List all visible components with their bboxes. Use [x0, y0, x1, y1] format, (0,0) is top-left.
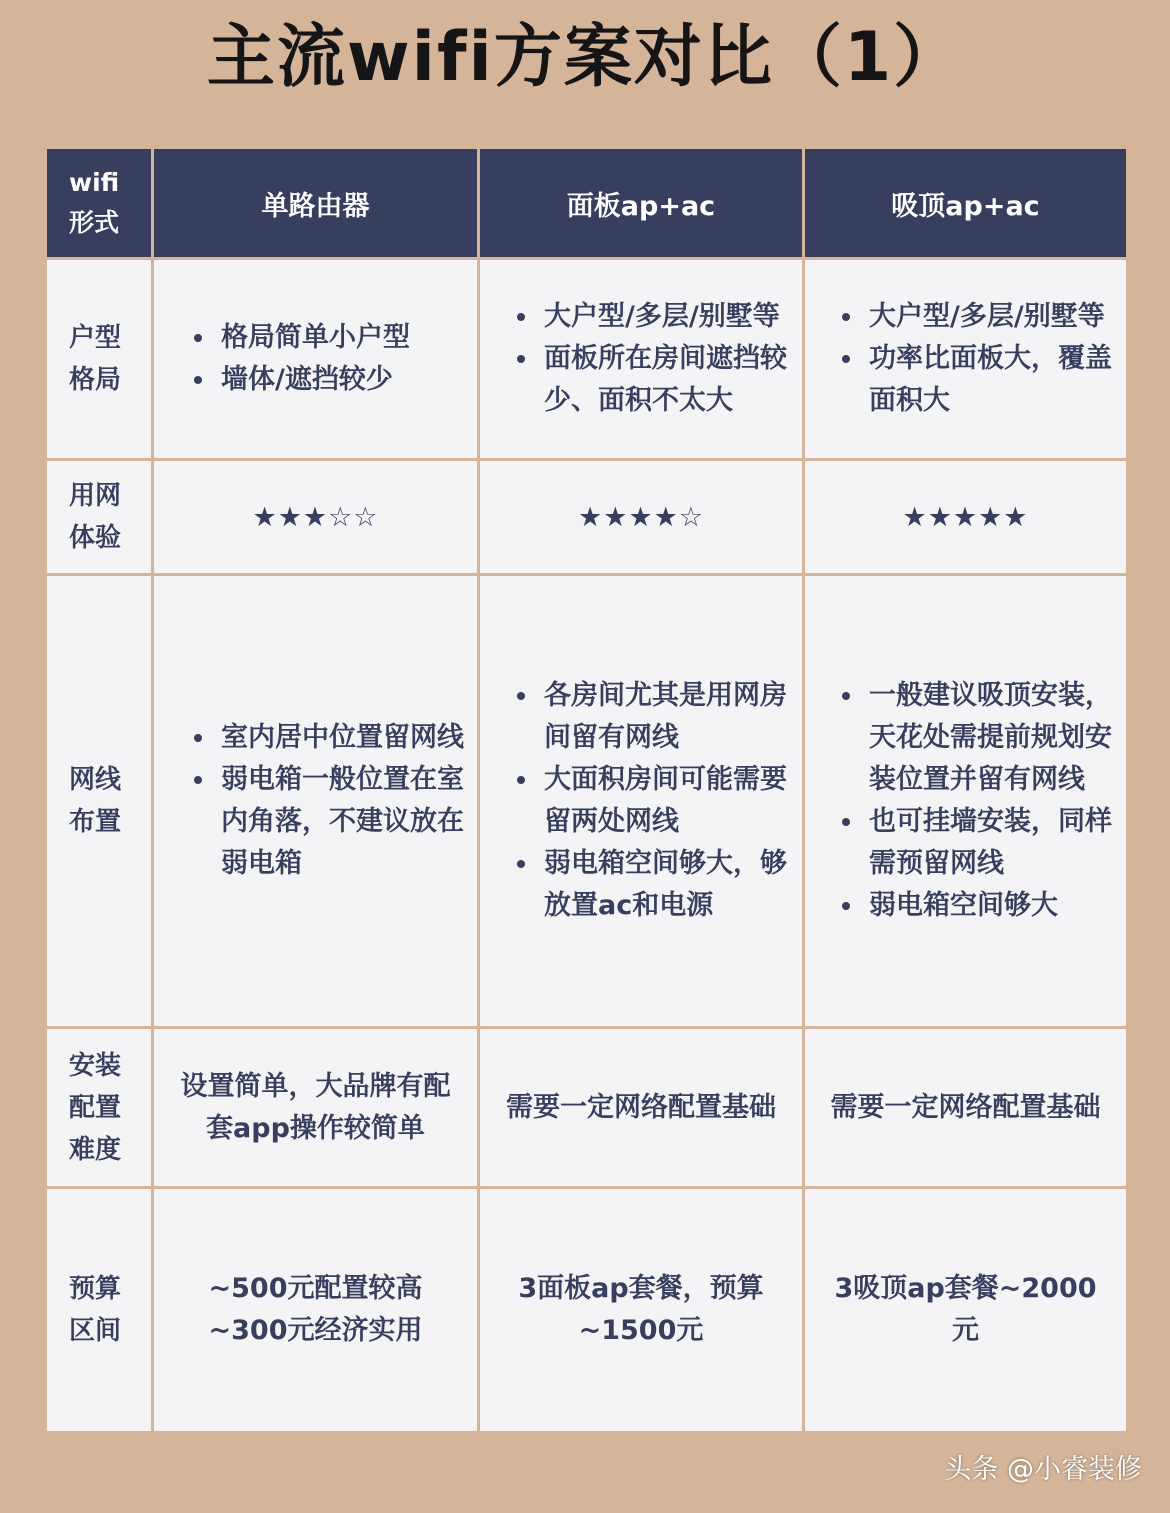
list-item: 墙体/遮挡较少 — [191, 359, 467, 401]
header-corner-cell — [46, 148, 153, 259]
table-row-difficulty — [46, 1028, 1128, 1188]
row-label-line: 体验 — [69, 523, 122, 553]
cell-difficulty-single-router: 设置简单，大品牌有配套app操作较简单 — [153, 1028, 479, 1188]
header-ceiling-ap-ac: 吸顶ap+ac — [804, 148, 1128, 259]
row-label-line: 户型 — [69, 323, 122, 353]
cell-difficulty-panel-ap: 需要一定网络配置基础 — [479, 1028, 804, 1188]
cell-layout-panel-ap — [479, 259, 804, 460]
row-label-line: 预算 — [69, 1274, 122, 1304]
row-label-line: 网线 — [69, 765, 122, 795]
row-label-line: 格局 — [69, 365, 122, 395]
cell-budget-single-router — [153, 1188, 479, 1433]
row-label-cabling — [46, 575, 153, 1028]
list-item: 大户型/多层/别墅等 — [514, 296, 788, 338]
table-row-cabling — [46, 575, 1128, 1028]
row-label-difficulty — [46, 1028, 153, 1188]
list-item: 一般建议吸顶安装，天花处需提前规划安装位置并留有网线 — [839, 675, 1112, 801]
rating-stars-panel-ap: ★★★★☆ — [479, 460, 804, 575]
rating-stars-ceiling-ap: ★★★★★ — [804, 460, 1128, 575]
cell-budget-panel-ap: 3面板ap套餐，预算~1500元 — [479, 1188, 804, 1433]
header-corner-line: wifi — [69, 168, 120, 197]
cell-difficulty-ceiling-ap: 需要一定网络配置基础 — [804, 1028, 1128, 1188]
list-item: 弱电箱空间够大，够放置ac和电源 — [514, 843, 788, 927]
list-item: 功率比面板大，覆盖面积大 — [839, 338, 1112, 422]
cell-cabling-single-router — [153, 575, 479, 1028]
row-label-line: 布置 — [69, 807, 122, 837]
budget-line: ~300元经济实用 — [208, 1315, 423, 1346]
table-row-budget — [46, 1188, 1128, 1433]
cell-layout-ceiling-ap — [804, 259, 1128, 460]
row-label-experience — [46, 460, 153, 575]
table-row-experience — [46, 460, 1128, 575]
list-item: 也可挂墙安装，同样需预留网线 — [839, 801, 1112, 885]
header-panel-ap-ac: 面板ap+ac — [479, 148, 804, 259]
watermark: 头条 @小睿装修 — [944, 1454, 1142, 1485]
budget-line: ~500元配置较高 — [208, 1273, 423, 1304]
list-item: 面板所在房间遮挡较少、面积不太大 — [514, 338, 788, 422]
row-label-layout — [46, 259, 153, 460]
rating-stars-single-router: ★★★☆☆ — [153, 460, 479, 575]
list-item: 室内居中位置留网线 — [191, 717, 467, 759]
table-header-row — [46, 148, 1128, 259]
page-title: 主流wifi方案对比（1） — [206, 18, 964, 97]
comparison-table — [44, 146, 1129, 1434]
row-label-line: 区间 — [69, 1316, 122, 1346]
cell-cabling-panel-ap — [479, 575, 804, 1028]
row-label-line: 配置 — [69, 1092, 122, 1123]
list-item: 大户型/多层/别墅等 — [839, 296, 1112, 338]
list-item: 弱电箱一般位置在室内角落，不建议放在弱电箱 — [191, 759, 467, 885]
list-item: 各房间尤其是用网房间留有网线 — [514, 675, 788, 759]
cell-cabling-ceiling-ap — [804, 575, 1128, 1028]
cell-layout-single-router — [153, 259, 479, 460]
row-label-budget — [46, 1188, 153, 1433]
row-label-line: 安装 — [69, 1050, 122, 1081]
row-label-line: 用网 — [69, 481, 122, 511]
header-corner-line: 形式 — [69, 208, 120, 237]
header-single-router: 单路由器 — [153, 148, 479, 259]
table-row-layout — [46, 259, 1128, 460]
row-label-line: 难度 — [69, 1134, 122, 1165]
list-item: 弱电箱空间够大 — [839, 885, 1112, 927]
list-item: 格局简单小户型 — [191, 317, 467, 359]
cell-budget-ceiling-ap: 3吸顶ap套餐~2000元 — [804, 1188, 1128, 1433]
list-item: 大面积房间可能需要留两处网线 — [514, 759, 788, 843]
